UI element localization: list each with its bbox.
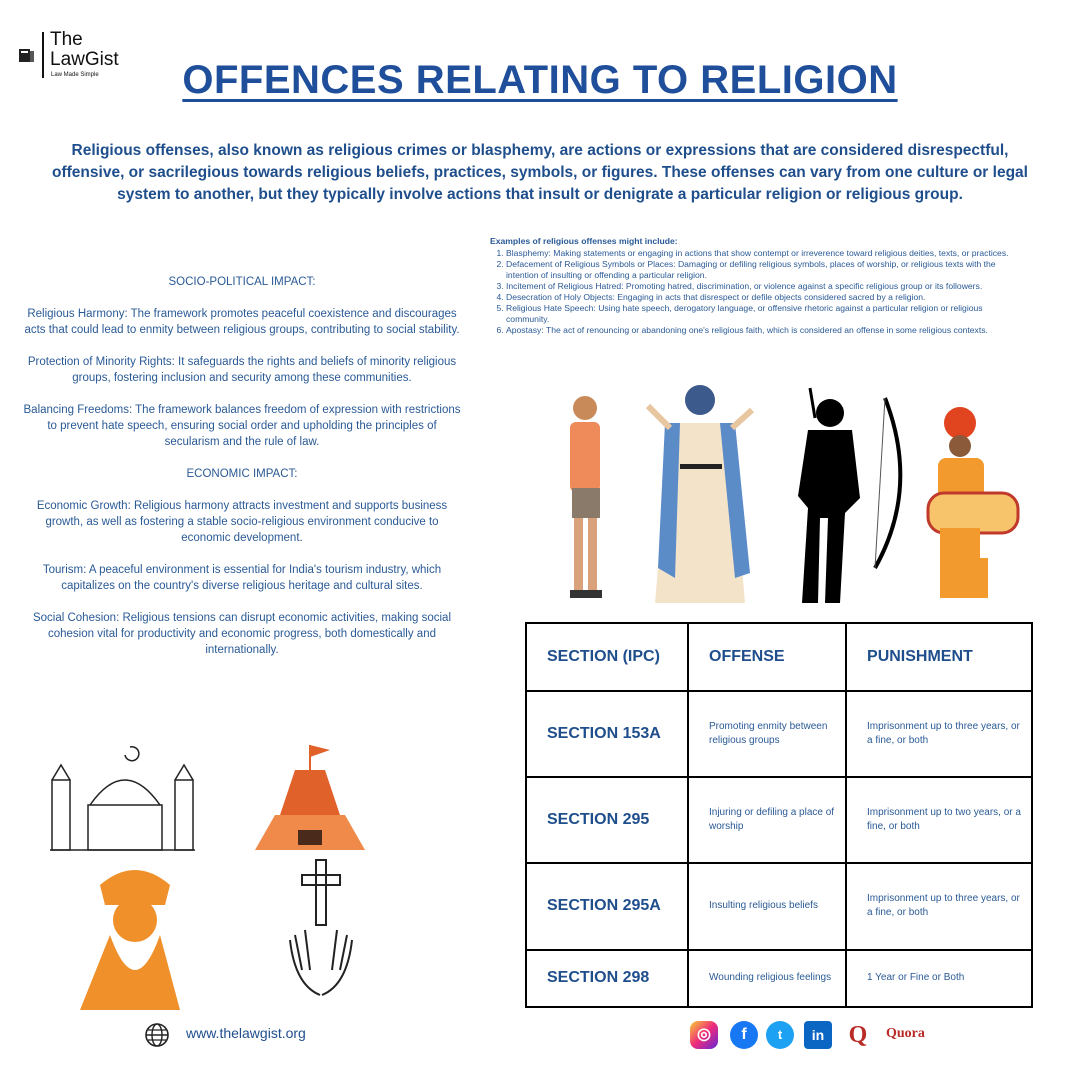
page-title: OFFENCES RELATING TO RELIGION (182, 58, 898, 102)
section-cell: SECTION 295 (526, 777, 688, 863)
punishment-cell: Imprisonment up to three years, or a fine, or both (846, 863, 1032, 949)
religious-figures-illustration (540, 378, 1060, 613)
table-row (526, 691, 1032, 777)
logo-line2: LawGist (50, 49, 119, 70)
list-item: 5. Religious Hate Speech: Using hate speech, derogatory language, or offensive rhetoric against a particular religion or religious community. (506, 303, 1025, 325)
ipc-sections-table (525, 622, 1033, 1008)
list-item: 4. Desecration of Holy Objects: Engaging in acts that disrespect or defile objects considered sacred by a religion. (506, 292, 1025, 303)
instagram-icon[interactable]: ◎ (690, 1021, 718, 1049)
mosque-icon (50, 747, 195, 850)
offense-cell: Wounding religious feelings (688, 950, 846, 1007)
offense-cell: Injuring or defiling a place of worship (688, 777, 846, 863)
table-row (526, 863, 1032, 949)
logo-line1: The (50, 29, 83, 50)
facebook-icon[interactable]: f (730, 1021, 758, 1049)
offense-cell: Promoting enmity between religious groups (688, 691, 846, 777)
table-row (526, 950, 1032, 1007)
offense-cell: Insulting religious beliefs (688, 863, 846, 949)
linkedin-icon[interactable]: in (804, 1021, 832, 1049)
archer-silhouette (798, 388, 900, 603)
drummer-figure (928, 407, 1018, 598)
punishment-cell: 1 Year or Fine or Both (846, 950, 1032, 1007)
robed-figure (648, 385, 752, 603)
list-item: 3. Incitement of Religious Hatred: Promoting hatred, discrimination, or violence against a specific religious group or its followers. (506, 281, 1025, 292)
examples-list (490, 236, 1025, 336)
religion-icons (40, 735, 440, 1015)
header-punishment: PUNISHMENT (846, 623, 1032, 691)
table-header-row (526, 623, 1032, 691)
list-item: 1. Blasphemy: Making statements or engaging in actions that show contempt or irreverence toward religious deities, texts, or practices. (506, 248, 1025, 259)
quora-icon[interactable]: Q (848, 1022, 868, 1048)
impact-item: Religious Harmony: The framework promotes peaceful coexistence and discourages acts that could lead to enmity between religious groups, contributing to social stability. (24, 308, 460, 336)
section-cell: SECTION 153A (526, 691, 688, 777)
logo-tagline: Law Made Simple (51, 72, 99, 78)
punishment-cell: Imprisonment up to three years, or a fine, or both (846, 691, 1032, 777)
punishment-cell: Imprisonment up to two years, or a fine, or both (846, 777, 1032, 863)
socio-political-heading: SOCIO-POLITICAL IMPACT: (168, 276, 316, 288)
cross-hands-icon (290, 860, 352, 995)
impact-column (22, 274, 462, 674)
praying-man-figure (570, 396, 602, 598)
examples-heading: Examples of religious offenses might include: (490, 236, 678, 246)
economic-heading: ECONOMIC IMPACT: (186, 468, 298, 480)
globe-icon (144, 1022, 170, 1048)
header-section: SECTION (IPC) (526, 623, 688, 691)
temple-icon (255, 745, 365, 850)
impact-item: Economic Growth: Religious harmony attracts investment and supports business growth, as well as fostering a stable socio-religious environment conducive to economic development. (36, 500, 448, 544)
list-item: 6. Apostasy: The act of renouncing or abandoning one's religious faith, which is considered an offense in some religious contexts. (506, 325, 1025, 336)
list-item: 2. Defacement of Religious Symbols or Places: Damaging or defiling religious symbols, places of worship, or religious texts with the intention of insulting or offending a particular religion. (506, 259, 1025, 281)
impact-item: Protection of Minority Rights: It safeguards the rights and beliefs of minority religious groups, fostering inclusion and security among these communities. (27, 356, 457, 384)
section-cell: SECTION 298 (526, 950, 688, 1007)
section-cell: SECTION 295A (526, 863, 688, 949)
header-offense: OFFENSE (688, 623, 846, 691)
intro-paragraph: Religious offenses, also known as religious crimes or blasphemy, are actions or expressions that are considered disrespectful, offensive, or sacrilegious towards religious beliefs, practices, symbols, or figures. These offenses can vary from one culture or legal system to another, but they typically involve actions that insult or denigrate a particular religion or religious group. (52, 142, 1028, 203)
impact-item: Balancing Freedoms: The framework balances freedom of expression with restrictions to prevent hate speech, ensuring social order and upholding the principles of secularism and the rule of law. (23, 404, 461, 448)
twitter-icon[interactable]: t (766, 1021, 794, 1049)
quora-label[interactable]: Quora (886, 1026, 925, 1041)
social-links (690, 1018, 950, 1054)
impact-item: Tourism: A peaceful environment is essential for India's tourism industry, which capitalizes on the country's diverse religious heritage and cultural sites. (42, 564, 442, 592)
impact-item: Social Cohesion: Religious tensions can disrupt economic activities, making social cohesion vital for productivity and economic progress, both domestically and internationally. (32, 612, 452, 656)
table-row (526, 777, 1032, 863)
website-link[interactable]: www.thelawgist.org (186, 1025, 306, 1041)
sikh-figure-icon (80, 870, 180, 1010)
